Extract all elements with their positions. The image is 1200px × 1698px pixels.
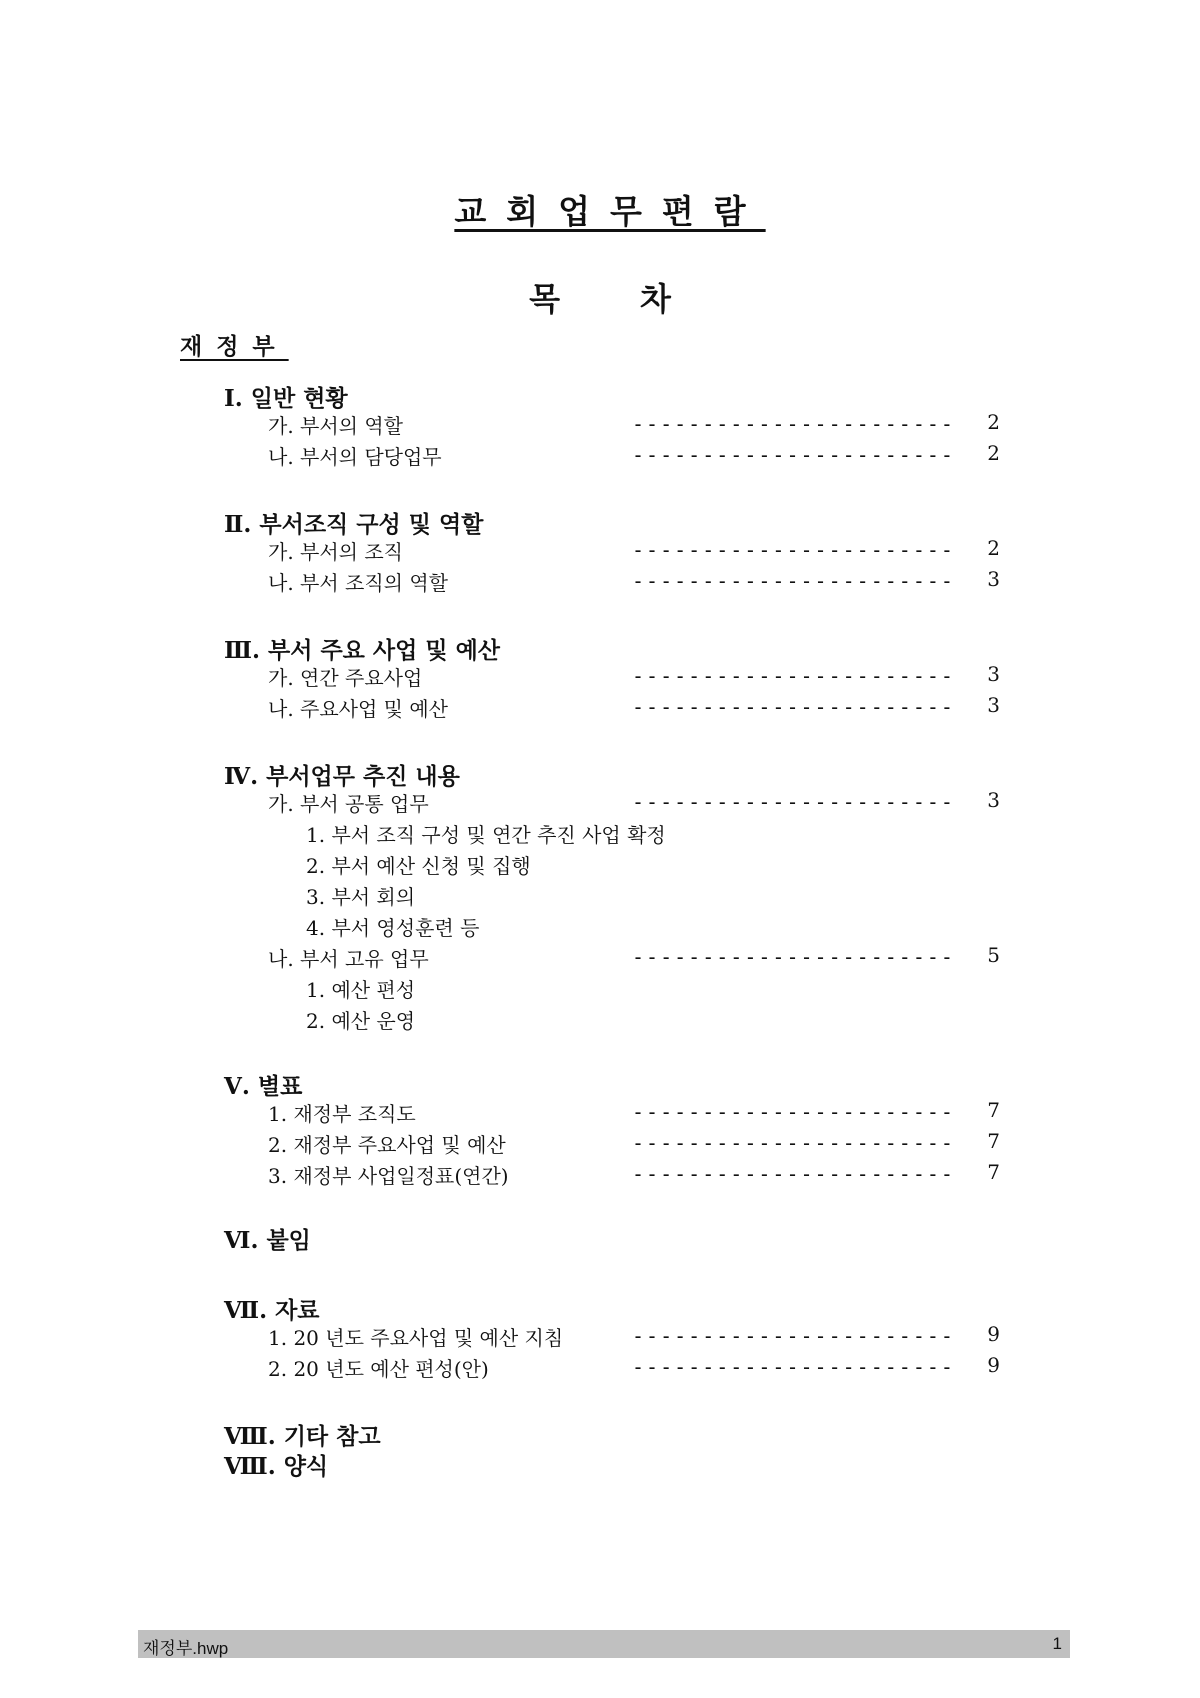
toc-item-label: 나. 부서의 담당업무 — [268, 445, 442, 469]
toc-page-number: 7 — [987, 1160, 1000, 1184]
toc-item-label: 가. 부서의 역할 — [268, 414, 403, 438]
toc-item-label: 1. 부서 조직 구성 및 연간 추진 사업 확정 — [306, 823, 666, 847]
section-heading: Ⅴ. 별표 — [224, 1073, 303, 1100]
section-heading: Ⅳ. 부서업무 추진 내용 — [224, 763, 460, 790]
dot-leader: ----------------------- — [632, 664, 955, 688]
toc-page-number: 2 — [987, 441, 1000, 465]
toc-heading — [0, 274, 1200, 320]
toc-item-label: 2. 20 년도 예산 편성(안) — [268, 1357, 489, 1381]
dot-leader: ----------------------- — [632, 443, 955, 467]
toc-page-number: 3 — [987, 693, 1000, 717]
dot-leader: ----------------------- — [632, 538, 955, 562]
toc-item-label: 가. 연간 주요사업 — [268, 666, 423, 690]
section-heading: Ⅰ. 일반 현황 — [224, 385, 348, 412]
section-heading: Ⅲ. 부서 주요 사업 및 예산 — [224, 637, 501, 664]
dot-leader: ----------------------- — [632, 1162, 955, 1186]
dot-leader: ----------------------- — [632, 1131, 955, 1155]
toc-page-number: 3 — [987, 567, 1000, 591]
toc-item-label: 3. 부서 회의 — [306, 885, 416, 909]
dot-leader: ----------------------- — [632, 945, 955, 969]
toc-item-label: 1. 예산 편성 — [306, 978, 416, 1002]
section-heading: Ⅵ. 붙임 — [224, 1227, 311, 1254]
toc-page-number: 2 — [987, 410, 1000, 434]
toc-page-number: 9 — [987, 1322, 1000, 1346]
dot-leader: ----------------------- — [632, 695, 955, 719]
department-name: 재정부 — [180, 333, 289, 360]
toc-item-label: 4. 부서 영성훈련 등 — [306, 916, 480, 940]
toc-item-label: 나. 부서 조직의 역할 — [268, 571, 448, 595]
dot-leader: ----------------------- — [632, 569, 955, 593]
toc-page-number: 7 — [987, 1129, 1000, 1153]
footer-filename: 재정부.hwp — [143, 1639, 229, 1658]
footer-bar — [138, 1630, 1070, 1658]
toc-item-label: 1. 20 년도 주요사업 및 예산 지침 — [268, 1326, 564, 1350]
toc-heading-part-1: 목 — [529, 280, 560, 318]
toc-page-number: 5 — [987, 943, 1000, 967]
toc-item-label: 3. 재정부 사업일정표(연간) — [268, 1164, 509, 1188]
section-heading: Ⅶ. 자료 — [224, 1297, 320, 1324]
dot-leader: ----------------------- — [632, 412, 955, 436]
toc-page-number: 3 — [987, 788, 1000, 812]
dot-leader: ----------------------- — [632, 1355, 955, 1379]
dot-leader: ----------------------- — [632, 1100, 955, 1124]
section-heading: Ⅷ. 양식 — [224, 1453, 329, 1480]
toc-item-label: 2. 부서 예산 신청 및 집행 — [306, 854, 531, 878]
toc-page-number: 7 — [987, 1098, 1000, 1122]
toc-page-number: 9 — [987, 1353, 1000, 1377]
dot-leader: ----------------------- — [632, 790, 955, 814]
toc-page-number: 2 — [987, 536, 1000, 560]
toc-item-label: 2. 재정부 주요사업 및 예산 — [268, 1133, 506, 1157]
dot-leader: ----------------------- — [632, 1324, 955, 1348]
toc-item-label: 2. 예산 운영 — [306, 1009, 416, 1033]
toc-item-label: 가. 부서의 조직 — [268, 540, 403, 564]
footer-page-number: 1 — [1052, 1634, 1062, 1653]
toc-item-label: 나. 부서 고유 업무 — [268, 947, 429, 971]
toc-item-label: 1. 재정부 조직도 — [268, 1102, 416, 1126]
toc-item-label: 나. 주요사업 및 예산 — [268, 697, 448, 721]
document-title: 교회업무편람 — [454, 192, 766, 231]
toc-page-number: 3 — [987, 662, 1000, 686]
section-heading: Ⅷ. 기타 참고 — [224, 1423, 381, 1450]
toc-item-label: 가. 부서 공통 업무 — [268, 792, 429, 816]
toc-heading-part-2: 차 — [640, 280, 671, 318]
section-heading: Ⅱ. 부서조직 구성 및 역할 — [224, 511, 484, 538]
